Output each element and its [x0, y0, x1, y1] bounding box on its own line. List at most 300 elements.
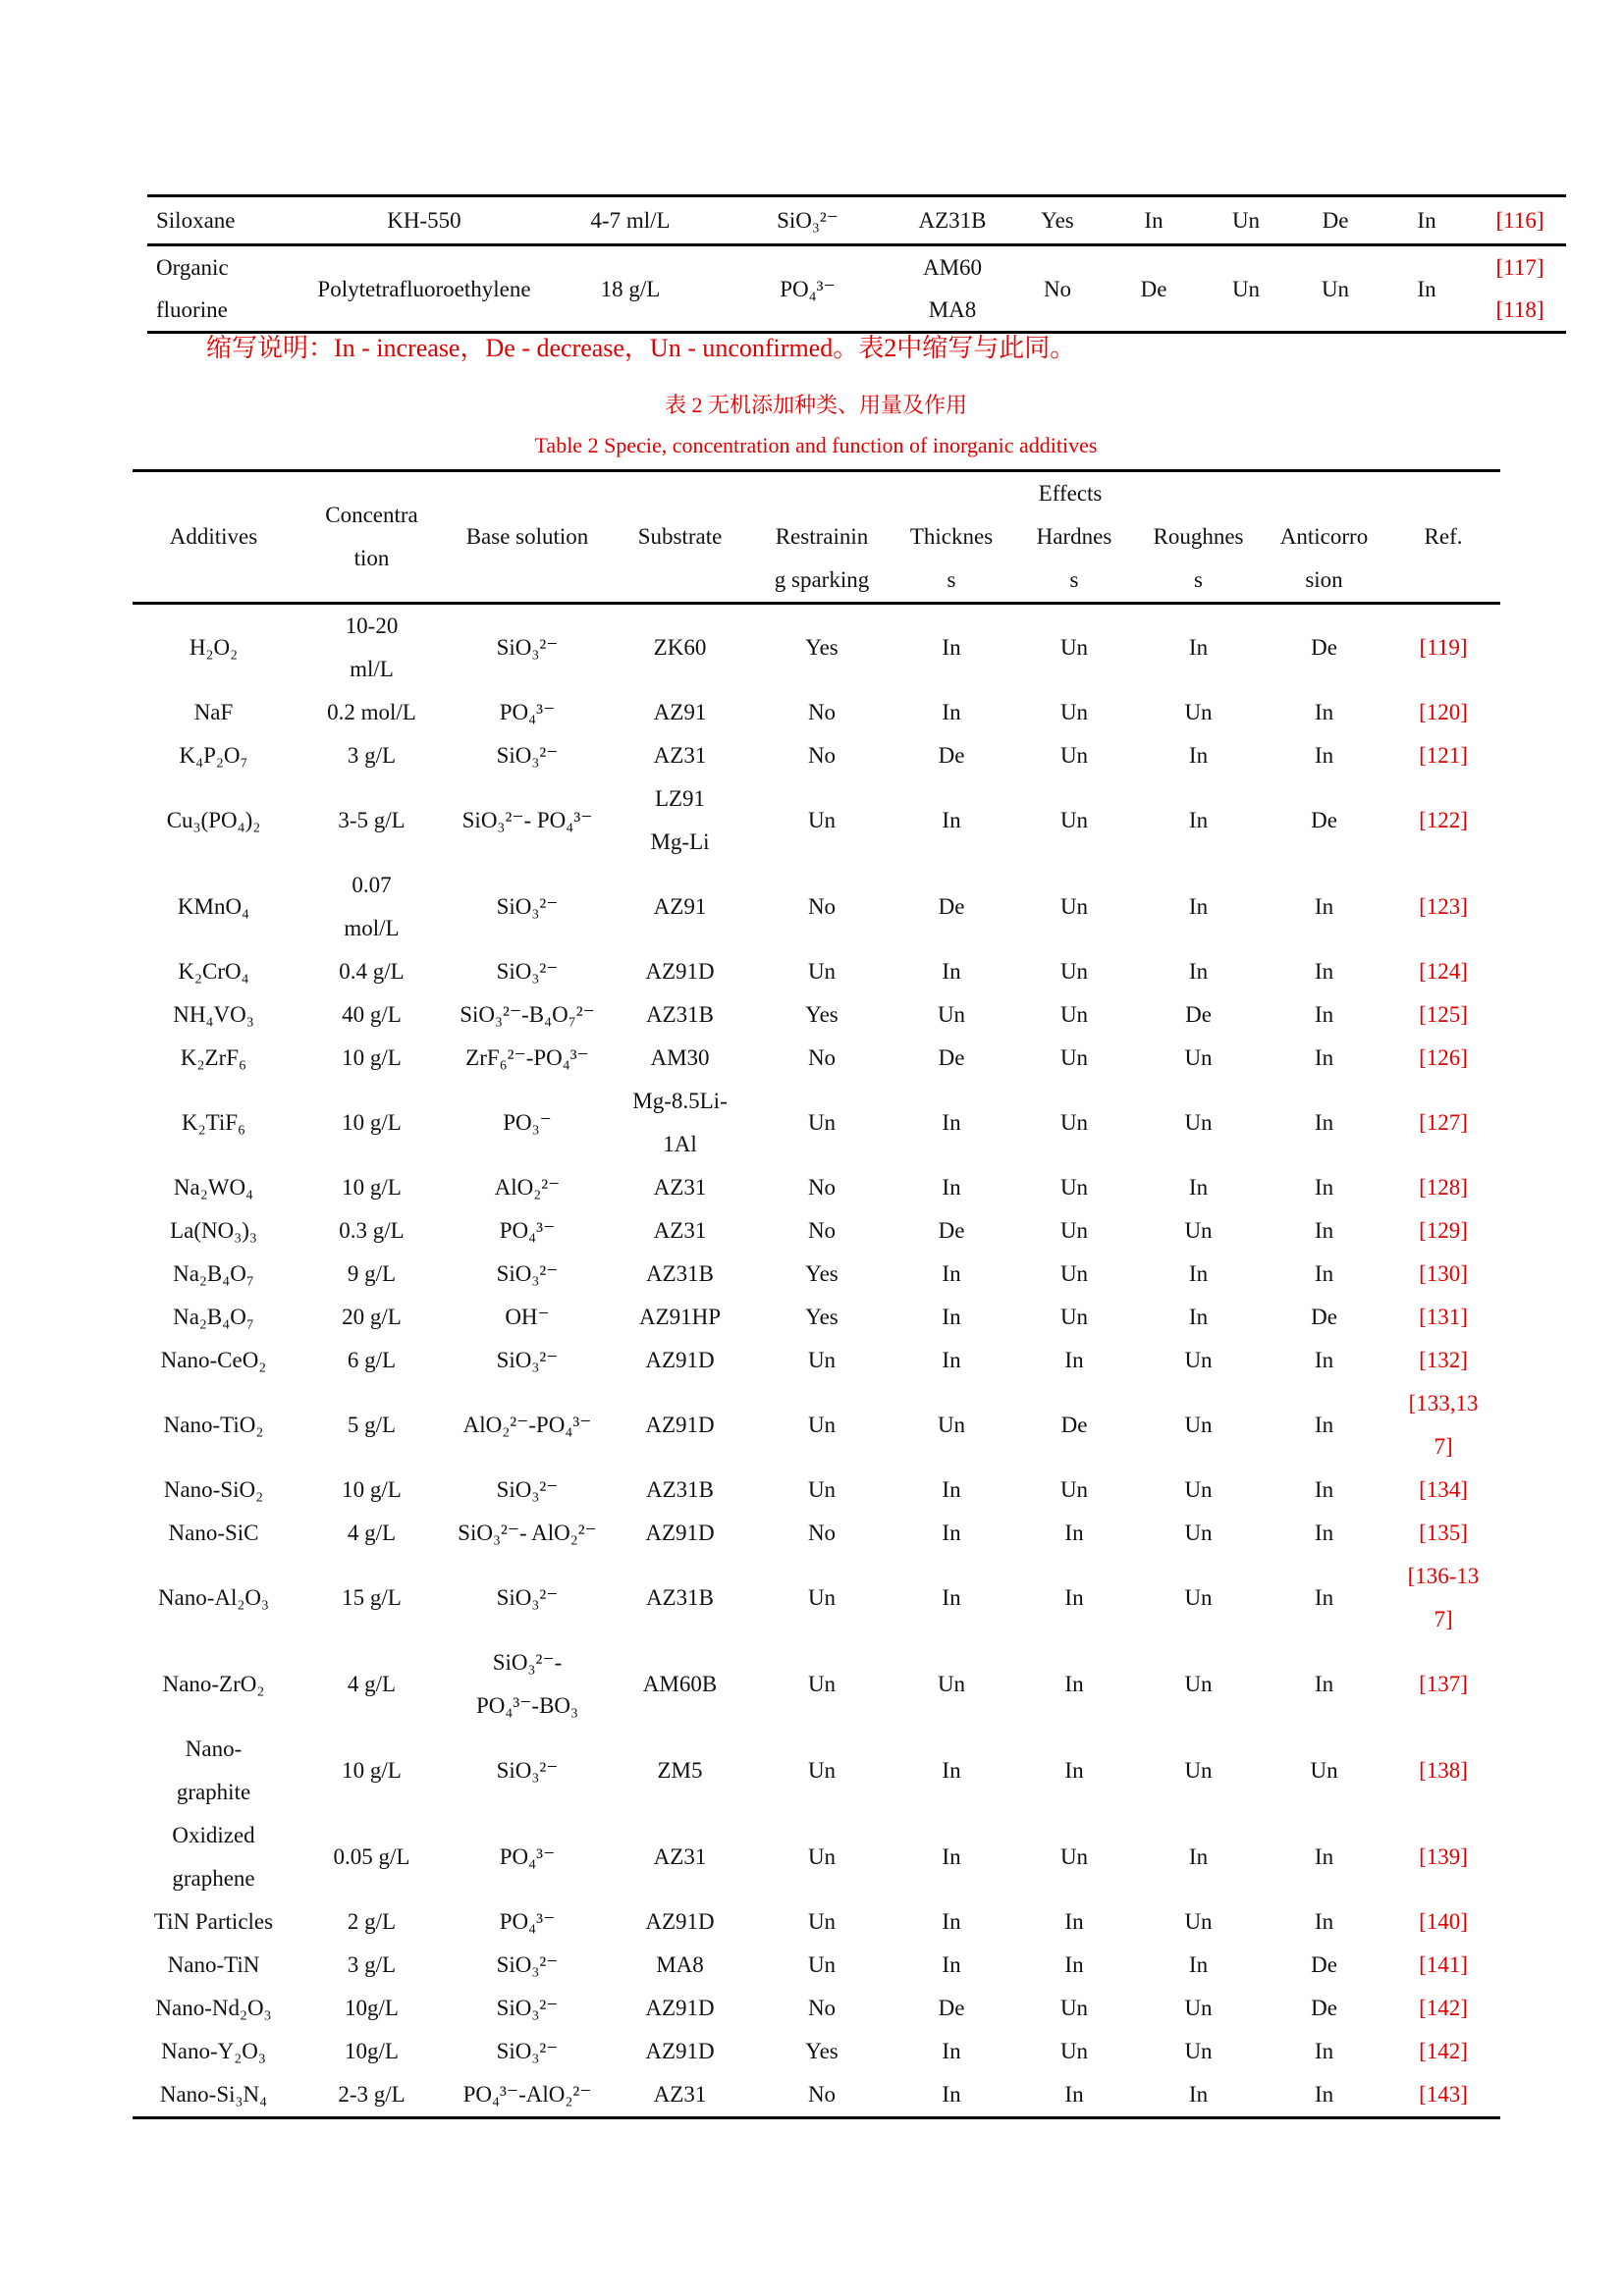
cell-base-solution-line: SiO₃²⁻-B₄O₇²⁻ — [460, 1002, 595, 1027]
cell-concentration-line: 5 g/L — [347, 1413, 397, 1437]
cell-additives — [133, 1166, 295, 1209]
cell-restraining-sparking-line: Un — [807, 1585, 837, 1610]
cell-ref[interactable] — [1386, 1641, 1500, 1728]
cell-roughness — [1135, 1728, 1262, 1814]
cell-anticorrosion-line: In — [1314, 1348, 1334, 1372]
cell-ref[interactable] — [1386, 993, 1500, 1037]
cell-substrate — [896, 245, 1008, 333]
cell-hardness — [1013, 1468, 1135, 1512]
cell-hardness-line: Un — [1059, 1045, 1089, 1070]
cell-ref-line: [133,13 — [1408, 1391, 1479, 1415]
cell-concentration — [295, 1382, 449, 1468]
cell-hardness-line: Un — [1059, 1261, 1089, 1286]
cell-base-solution-line: AlO₂²⁻ — [494, 1175, 561, 1200]
cell-ref-line: [131] — [1419, 1305, 1468, 1329]
cell-additives-line: Nano- — [185, 1736, 243, 1761]
table-row — [133, 1468, 1500, 1512]
cell-substrate-line: AZ91HP — [638, 1305, 722, 1329]
cell-base-solution — [449, 691, 606, 734]
cell-roughness — [1135, 1209, 1262, 1253]
cell-ref[interactable] — [1386, 604, 1500, 692]
cell-ref-line: 7] — [1434, 1434, 1453, 1459]
cell-restraining-sparking-line: Yes — [805, 1305, 839, 1329]
cell-thickness-line: Un — [937, 1002, 966, 1027]
table-1-continuation — [147, 194, 1566, 334]
cell-ref[interactable] — [1386, 777, 1500, 864]
cell-additives — [133, 1512, 295, 1555]
header-substrate-line: Substrate — [637, 524, 723, 549]
cell-hardness — [1013, 1814, 1135, 1900]
cell-restraining-sparking-line: No — [807, 1996, 837, 2020]
cell-restraining-sparking-line: Un — [807, 1413, 837, 1437]
cell-thickness-line: De — [938, 894, 965, 919]
cell-base-solution — [449, 2073, 606, 2118]
cell-roughness — [1135, 691, 1262, 734]
cell-substrate-line: AZ31B — [646, 1261, 714, 1286]
cell-hardness-line: In — [1064, 1758, 1084, 1783]
cell-additives-line: K₂TiF₆ — [181, 1110, 246, 1135]
cell-base-solution — [449, 604, 606, 692]
cell-thickness-line: De — [938, 1045, 965, 1070]
cell-ref[interactable] — [1386, 691, 1500, 734]
cell-ref-line: [141] — [1419, 1952, 1468, 1977]
header-anticorrosion-line: Anticorro — [1279, 524, 1369, 549]
cell-roughness-line: Un — [1184, 1218, 1213, 1243]
cell-ref[interactable] — [1386, 1900, 1500, 1944]
cell-base-solution — [449, 950, 606, 993]
cell-substrate — [606, 2073, 754, 2118]
cell-concentration — [295, 1728, 449, 1814]
cell-ref-line: [134] — [1419, 1477, 1468, 1502]
cell-hardness — [1013, 734, 1135, 777]
cell-restraining-sparking-line: No — [1043, 276, 1072, 301]
cell-roughness — [1135, 604, 1262, 692]
cell-roughness-line: Un — [1184, 1521, 1213, 1545]
cell-substrate-line: Mg-8.5Li- — [632, 1089, 728, 1113]
cell-concentration-line: 0.3 g/L — [339, 1218, 405, 1243]
cell-roughness-line: In — [1188, 1952, 1209, 1977]
cell-concentration-line: 2 g/L — [347, 1909, 397, 1934]
cell-concentration-line: 0.2 mol/L — [327, 700, 416, 724]
cell-concentration — [295, 1900, 449, 1944]
cell-anticorrosion-line: In — [1314, 1261, 1334, 1286]
cell-roughness-line: Un — [1184, 1672, 1213, 1696]
cell-anticorrosion-line: In — [1314, 2039, 1334, 2063]
cell-substrate-line: AZ91 — [653, 700, 707, 724]
cell-hardness — [1013, 1641, 1135, 1728]
cell-thickness-line: In — [942, 808, 961, 832]
cell-anticorrosion — [1262, 1944, 1386, 1987]
cell-substrate-line: AZ91D — [645, 1348, 715, 1372]
cell-concentration — [295, 2073, 449, 2118]
cell-thickness — [890, 1209, 1013, 1253]
cell-concentration-line: 15 g/L — [342, 1585, 402, 1610]
cell-additives — [133, 1641, 295, 1728]
cell-concentration-line: 3 g/L — [347, 1952, 397, 1977]
cell-concentration-line: 2-3 g/L — [338, 2082, 406, 2107]
cell-base-solution — [449, 1296, 606, 1339]
cell-restraining-sparking — [754, 1339, 890, 1382]
cell-base-solution-line: SiO₃²⁻ — [496, 959, 559, 984]
cell-substrate — [606, 1339, 754, 1382]
cell-base-solution — [449, 2030, 606, 2073]
cell-restraining-sparking-line: No — [807, 2082, 837, 2107]
cell-concentration — [295, 691, 449, 734]
cell-thickness — [1107, 196, 1201, 245]
cell-roughness-line: Un — [1184, 1413, 1213, 1437]
cell-roughness-line: In — [1188, 2082, 1209, 2107]
cell-additives-line: TiN Particles — [153, 1909, 274, 1934]
cell-hardness-line: Un — [1059, 2039, 1089, 2063]
cell-thickness-line: In — [942, 1758, 961, 1783]
cell-base-solution-line: OH⁻ — [505, 1305, 550, 1329]
cell-hardness — [1013, 1339, 1135, 1382]
cell-base-solution-line: SiO₃²⁻ — [496, 1477, 559, 1502]
cell-restraining-sparking — [754, 950, 890, 993]
cell-restraining-sparking-line: No — [807, 700, 837, 724]
cell-thickness-line: In — [942, 1110, 961, 1135]
cell-roughness-line: In — [1188, 959, 1209, 984]
cell-additives-line: Na₂B₄O₇ — [173, 1261, 254, 1286]
cell-anticorrosion-line: De — [1311, 635, 1337, 660]
header-concentration-line: Concentra — [325, 503, 418, 527]
cell-roughness-line: In — [1188, 808, 1209, 832]
cell-anticorrosion-line: In — [1314, 1175, 1334, 1200]
cell-ref-line: [117] — [1495, 255, 1544, 280]
cell-concentration — [295, 864, 449, 950]
cell-ref[interactable] — [1386, 2073, 1500, 2118]
cell-roughness — [1135, 1037, 1262, 1080]
cell-ref-line: [119] — [1419, 635, 1468, 660]
cell-thickness-line: In — [1144, 208, 1164, 233]
cell-thickness — [890, 691, 1013, 734]
cell-ref[interactable] — [1386, 950, 1500, 993]
cell-substrate-line: AZ31 — [653, 1844, 707, 1869]
cell-base-solution-line: SiO₃²⁻ — [496, 1348, 559, 1372]
cell-anticorrosion-line: In — [1314, 700, 1334, 724]
cell-anticorrosion-line: In — [1314, 1844, 1334, 1869]
cell-anticorrosion — [1262, 1555, 1386, 1641]
cell-concentration — [295, 1209, 449, 1253]
table-row — [133, 1555, 1500, 1641]
cell-concentration — [295, 993, 449, 1037]
header-concentration — [295, 471, 449, 604]
cell-restraining-sparking-line: Un — [807, 1909, 837, 1934]
cell-anticorrosion — [1262, 2030, 1386, 2073]
cell-substrate-line: AZ31 — [653, 2082, 707, 2107]
cell-roughness — [1135, 1253, 1262, 1296]
cell-ref[interactable] — [1386, 1728, 1500, 1814]
cell-concentration-line: 0.4 g/L — [339, 959, 405, 984]
cell-anticorrosion — [1262, 1468, 1386, 1512]
cell-restraining-sparking-line: No — [807, 1175, 837, 1200]
cell-hardness-line: Un — [1059, 1110, 1089, 1135]
cell-roughness — [1135, 1339, 1262, 1382]
cell-substrate — [606, 950, 754, 993]
cell-ref[interactable] — [1386, 1944, 1500, 1987]
cell-ref-line: [137] — [1419, 1672, 1468, 1696]
cell-thickness-line: In — [942, 1261, 961, 1286]
cell-ref-line: [142] — [1419, 1996, 1468, 2020]
cell-restraining-sparking — [754, 1555, 890, 1641]
cell-substrate — [606, 691, 754, 734]
cell-hardness-line: Un — [1059, 959, 1089, 984]
cell-additives-line: Cu₃(PO₄)₂ — [166, 808, 261, 832]
cell-substrate-line: AZ91D — [645, 959, 715, 984]
table-row — [133, 604, 1500, 692]
cell-thickness-line: In — [942, 2082, 961, 2107]
cell-hardness — [1013, 993, 1135, 1037]
cell-ref[interactable] — [1386, 1339, 1500, 1382]
header-additives-line: Additives — [169, 524, 258, 549]
header-restraining-sparking-line: g sparking — [774, 567, 870, 592]
effects-header: Effects — [1038, 481, 1103, 506]
cell-roughness — [1135, 1900, 1262, 1944]
cell-anticorrosion — [1262, 1209, 1386, 1253]
cell-base-solution — [449, 1166, 606, 1209]
cell-roughness — [1291, 245, 1380, 333]
cell-concentration — [295, 1166, 449, 1209]
cell-concentration-line: 10g/L — [345, 1996, 399, 2020]
cell-ref[interactable] — [1386, 1512, 1500, 1555]
cell-base-solution-line: PO₄³⁻ — [499, 1909, 556, 1934]
cell-ref[interactable] — [1386, 1814, 1500, 1900]
cell-substrate — [606, 1382, 754, 1468]
cell-hardness — [1013, 1512, 1135, 1555]
cell-ref-line: [123] — [1419, 894, 1468, 919]
cell-base-solution — [449, 1641, 606, 1728]
cell-base-solution-line: PO₄³⁻-BO₃ — [475, 1693, 579, 1718]
cell-ref[interactable] — [1386, 864, 1500, 950]
cell-additives-line: Nano-TiO₂ — [163, 1413, 264, 1437]
cell-restraining-sparking — [754, 993, 890, 1037]
cell-anticorrosion — [1380, 196, 1474, 245]
cell-roughness — [1135, 777, 1262, 864]
cell-roughness — [1135, 1468, 1262, 1512]
table-row — [133, 993, 1500, 1037]
cell-hardness — [1013, 2073, 1135, 2118]
cell-thickness-line: In — [942, 2039, 961, 2063]
cell-concentration — [295, 734, 449, 777]
cell-substrate — [606, 1944, 754, 1987]
cell-substrate-line: MA8 — [656, 1952, 704, 1977]
cell-additives-line: Nano-Y₂O₃ — [161, 2039, 266, 2063]
cell-concentration — [295, 1512, 449, 1555]
cell-ref-line: [118] — [1495, 297, 1544, 322]
cell-additives-line: La(NO₃)₃ — [170, 1218, 257, 1243]
cell-anticorrosion-line: In — [1314, 1110, 1334, 1135]
cell-base-solution — [449, 777, 606, 864]
cell-category-line: fluorine — [156, 297, 228, 322]
cell-base-solution — [449, 993, 606, 1037]
cell-base-solution-line: SiO₃²⁻ — [496, 1952, 559, 1977]
cell-anticorrosion-line: In — [1314, 2082, 1334, 2107]
cell-roughness — [1135, 1166, 1262, 1209]
cell-restraining-sparking-line: Un — [807, 959, 837, 984]
cell-additives-line: Nano-SiO₂ — [163, 1477, 264, 1502]
table-row — [133, 1209, 1500, 1253]
cell-ref[interactable] — [1386, 1209, 1500, 1253]
cell-restraining-sparking — [754, 1641, 890, 1728]
cell-ref[interactable] — [1386, 1253, 1500, 1296]
cell-anticorrosion — [1262, 691, 1386, 734]
cell-base-solution — [449, 864, 606, 950]
cell-anticorrosion — [1262, 950, 1386, 993]
cell-category-line: Organic — [156, 255, 229, 280]
cell-thickness — [890, 1944, 1013, 1987]
cell-thickness — [890, 1728, 1013, 1814]
cell-restraining-sparking — [754, 1080, 890, 1166]
cell-additives — [133, 1555, 295, 1641]
cell-concentration — [542, 245, 719, 333]
table-row — [133, 1944, 1500, 1987]
cell-roughness-line: De — [1185, 1002, 1212, 1027]
cell-concentration-line: 10-20 — [345, 614, 399, 638]
cell-ref[interactable] — [1386, 1037, 1500, 1080]
cell-additives — [133, 1253, 295, 1296]
cell-thickness — [890, 1512, 1013, 1555]
cell-additives — [133, 1900, 295, 1944]
header-additives — [133, 471, 295, 604]
cell-ref[interactable] — [1386, 1987, 1500, 2030]
cell-thickness — [890, 1987, 1013, 2030]
table-2-caption-english: Table 2 Specie, concentration and function of inorganic additives — [534, 433, 1098, 457]
cell-ref[interactable] — [1386, 1166, 1500, 1209]
cell-base-solution-line: SiO₃²⁻- PO₄³⁻ — [461, 808, 593, 832]
cell-restraining-sparking — [1008, 245, 1107, 333]
cell-hardness-line: Un — [1059, 1002, 1089, 1027]
header-roughness-line: Roughnes — [1153, 524, 1244, 549]
cell-thickness-line: De — [938, 1218, 965, 1243]
cell-restraining-sparking-line: Un — [807, 1477, 837, 1502]
cell-concentration-line: 3-5 g/L — [338, 808, 406, 832]
header-anticorrosion — [1262, 515, 1386, 604]
cell-hardness-line: Un — [1059, 700, 1089, 724]
cell-base-solution — [449, 1382, 606, 1468]
cell-additive-line: Polytetrafluoroethylene — [317, 276, 531, 301]
table-2-caption-chinese: 表 2 无机添加种类、用量及作用 — [664, 393, 967, 417]
cell-substrate — [606, 864, 754, 950]
cell-substrate-line: ZK60 — [653, 635, 707, 660]
cell-concentration — [295, 1296, 449, 1339]
cell-anticorrosion-line: In — [1314, 894, 1334, 919]
cell-hardness-line: Un — [1231, 208, 1261, 233]
cell-ref[interactable] — [1386, 1080, 1500, 1166]
cell-hardness — [1013, 1555, 1135, 1641]
cell-thickness — [890, 1555, 1013, 1641]
cell-base-solution — [719, 245, 896, 333]
cell-concentration — [295, 1641, 449, 1728]
cell-ref[interactable] — [1386, 734, 1500, 777]
cell-additives — [133, 1037, 295, 1080]
cell-ref[interactable] — [1386, 1468, 1500, 1512]
cell-ref[interactable] — [1474, 196, 1566, 245]
table-row — [133, 734, 1500, 777]
cell-base-solution-line: SiO₃²⁻ — [496, 1261, 559, 1286]
cell-restraining-sparking — [1008, 196, 1107, 245]
cell-restraining-sparking — [754, 1296, 890, 1339]
cell-base-solution-line: PO₄³⁻ — [780, 276, 836, 301]
table-row — [147, 245, 1566, 333]
cell-restraining-sparking-line: No — [807, 894, 837, 919]
cell-thickness — [890, 777, 1013, 864]
cell-concentration — [295, 2030, 449, 2073]
cell-restraining-sparking — [754, 691, 890, 734]
cell-substrate-line: AZ91D — [645, 1413, 715, 1437]
header-hardness — [1013, 515, 1135, 604]
cell-ref[interactable] — [1386, 1296, 1500, 1339]
cell-ref[interactable] — [1474, 245, 1566, 333]
cell-anticorrosion — [1262, 1166, 1386, 1209]
cell-roughness-line: In — [1188, 1261, 1209, 1286]
table-row — [133, 950, 1500, 993]
cell-restraining-sparking — [754, 1728, 890, 1814]
cell-concentration-line: 10g/L — [345, 2039, 399, 2063]
table-row — [133, 1253, 1500, 1296]
cell-base-solution — [449, 1209, 606, 1253]
cell-base-solution-line: PO₃⁻ — [503, 1110, 552, 1135]
cell-thickness-line: In — [942, 1348, 961, 1372]
cell-substrate-line: AZ91D — [645, 1996, 715, 2020]
cell-roughness-line: In — [1188, 894, 1209, 919]
header-thickness-line: Thicknes — [909, 524, 994, 549]
cell-additives-line: NH₄VO₃ — [173, 1002, 254, 1027]
cell-substrate-line: AZ91D — [645, 1521, 715, 1545]
cell-anticorrosion-line: In — [1314, 1909, 1334, 1934]
cell-substrate-line: AM60B — [642, 1672, 718, 1696]
cell-anticorrosion-line: De — [1311, 808, 1337, 832]
cell-hardness-line: In — [1064, 1585, 1084, 1610]
cell-hardness — [1013, 1209, 1135, 1253]
cell-roughness — [1135, 1987, 1262, 2030]
cell-concentration — [295, 1944, 449, 1987]
cell-anticorrosion-line: In — [1314, 1521, 1334, 1545]
cell-additives — [133, 1468, 295, 1512]
cell-substrate-line: Mg-Li — [650, 829, 710, 854]
cell-substrate — [606, 1209, 754, 1253]
cell-ref[interactable] — [1386, 1382, 1500, 1468]
cell-ref-line: [125] — [1419, 1002, 1468, 1027]
cell-substrate-line: AM60 — [922, 255, 983, 280]
table-2-inorganic-additives — [133, 469, 1500, 2119]
cell-base-solution-line: SiO₃²⁻ — [496, 635, 559, 660]
header-restraining-sparking-line: Restrainin — [775, 524, 869, 549]
cell-substrate — [606, 1987, 754, 2030]
cell-thickness-line: In — [942, 1521, 961, 1545]
cell-ref[interactable] — [1386, 1555, 1500, 1641]
cell-restraining-sparking — [754, 1253, 890, 1296]
cell-substrate — [606, 1900, 754, 1944]
cell-anticorrosion — [1262, 1296, 1386, 1339]
cell-thickness-line: In — [942, 700, 961, 724]
cell-anticorrosion — [1262, 734, 1386, 777]
cell-category — [147, 245, 306, 333]
cell-ref-line: [116] — [1495, 208, 1544, 233]
cell-roughness — [1291, 196, 1380, 245]
cell-anticorrosion — [1262, 1900, 1386, 1944]
cell-ref[interactable] — [1386, 2030, 1500, 2073]
cell-base-solution — [449, 734, 606, 777]
cell-base-solution-line: SiO₃²⁻ — [777, 208, 839, 233]
cell-substrate-line: AM30 — [650, 1045, 710, 1070]
cell-restraining-sparking — [754, 1209, 890, 1253]
table-row — [133, 864, 1500, 950]
cell-additives-line: Nano-Nd₂O₃ — [155, 1996, 272, 2020]
cell-roughness-line: Un — [1184, 1045, 1213, 1070]
cell-category — [147, 196, 306, 245]
cell-anticorrosion — [1262, 1382, 1386, 1468]
cell-additives — [133, 1944, 295, 1987]
